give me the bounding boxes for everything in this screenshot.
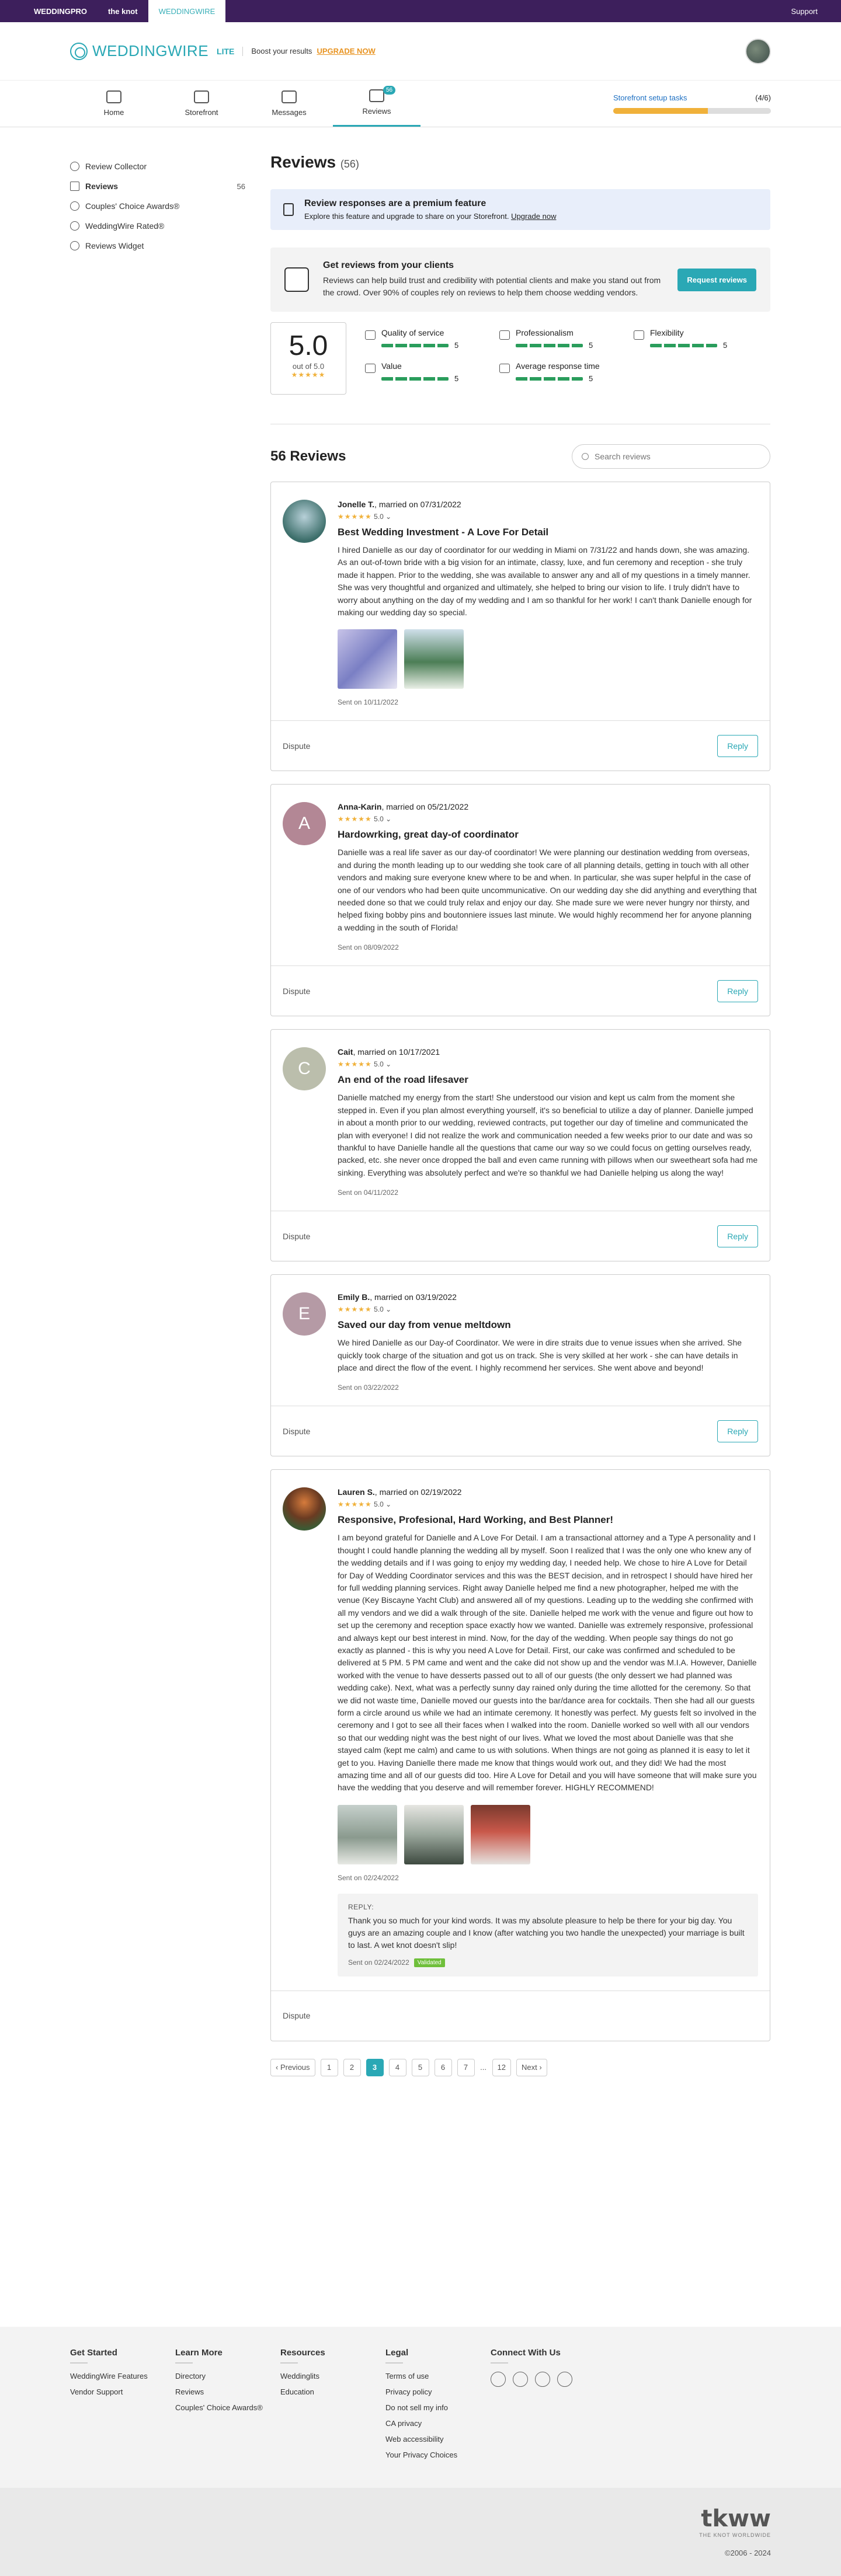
review-title: Best Wedding Investment - A Love For Detail (338, 527, 549, 538)
review-photo[interactable] (338, 629, 397, 689)
dispute-link[interactable]: Dispute (283, 741, 311, 751)
boost-text: Boost your results (251, 47, 312, 55)
sidebar-item-label: Couples' Choice Awards® (85, 201, 180, 211)
footer-link[interactable]: Couples' Choice Awards® (175, 2403, 263, 2412)
pagination (270, 2059, 770, 2076)
nav-messages[interactable] (245, 80, 333, 127)
account-avatar[interactable] (745, 39, 771, 64)
review-photo[interactable] (404, 629, 464, 689)
married-date: married on 02/19/2022 (379, 1487, 462, 1497)
request-reviews-button[interactable]: Request reviews (677, 269, 756, 291)
overall-stars: ★★★★★ (291, 371, 326, 379)
dispute-link[interactable]: Dispute (283, 1426, 311, 1436)
footer-link[interactable]: Web accessibility (385, 2435, 444, 2443)
star-icon (369, 89, 384, 102)
x-twitter-icon[interactable] (513, 2372, 528, 2387)
footer-col-resources (280, 2348, 385, 2488)
category-bar (516, 377, 583, 381)
star-rating: ★★★★★ (338, 513, 372, 521)
footer-link[interactable]: Education (280, 2387, 314, 2396)
search-box[interactable] (572, 444, 770, 469)
review-photo[interactable] (404, 1805, 464, 1864)
premium-title: Review responses are a premium feature (304, 198, 486, 208)
category-score: 5 (454, 341, 459, 350)
sidebar-item-weddingwire-rated[interactable] (70, 216, 245, 236)
review-photos (338, 629, 758, 689)
brand-the-knot[interactable]: the knot (108, 6, 138, 16)
page-button[interactable]: 7 (457, 2059, 475, 2076)
page-button[interactable]: 4 (389, 2059, 406, 2076)
reply-button[interactable]: Reply (717, 1225, 758, 1247)
page-title (270, 153, 770, 172)
footer-heading: Resources (280, 2348, 325, 2358)
search-icon (582, 453, 589, 460)
sidebar-item-label: Reviews (85, 182, 119, 191)
sidebar-item-label: Review Collector (85, 162, 147, 171)
nav-home[interactable] (70, 80, 158, 127)
get-reviews-title: Get reviews from your clients (323, 260, 454, 270)
brand-bar (0, 0, 841, 22)
footer-link[interactable]: CA privacy (385, 2419, 422, 2428)
facebook-icon[interactable] (491, 2372, 506, 2387)
star-rating: ★★★★★ (338, 1305, 372, 1314)
tkww-logo[interactable]: tkww (701, 2505, 771, 2532)
support-link[interactable]: Support (791, 6, 818, 16)
overall-score: 5.0 (289, 330, 328, 361)
page-title-count: (56) (340, 158, 359, 170)
reviews-list-header (270, 424, 770, 469)
sidebar-item-reviews[interactable] (70, 176, 245, 196)
reply-button[interactable]: Reply (717, 735, 758, 757)
review-card: E Emily B., married on 03/19/2022 ★★★★★ 5.0 ⌄ Saved our day from venue meltdown We hired Danielle as our Day-of Coordinator. We were in dire straits due to venue issues when she arrived. She quickly took charge of the situation and got us on track. She is very skilled at her work - she can have details in place and direct the flow of the event. I highly recommend her services. She went above and beyond! Sent on 03/22/2022 Dispute Reply (270, 1274, 770, 1456)
rating-value: 5.0 (374, 513, 384, 521)
category-flexibility (634, 328, 750, 350)
upgrade-now-inline-link[interactable]: Upgrade now (511, 212, 557, 221)
footer-link[interactable]: Do not sell my info (385, 2403, 448, 2412)
widget-icon (70, 241, 79, 250)
rated-icon (70, 221, 79, 231)
nav-home-label: Home (103, 107, 124, 117)
next-label: Next (522, 2063, 537, 2072)
quality-icon (365, 330, 376, 340)
setup-tasks-count: (4/6) (755, 93, 771, 102)
rating-value: 5.0 (374, 1500, 384, 1509)
plan-label: LITE (217, 47, 243, 56)
footer-col-connect (491, 2348, 596, 2488)
category-score: 5 (454, 374, 459, 383)
footer-link[interactable]: WeddingWire Features (70, 2372, 148, 2380)
footer-heading: Legal (385, 2348, 409, 2358)
star-rating: ★★★★★ (338, 815, 372, 824)
weddingwire-logo[interactable] (70, 42, 208, 60)
company-block (699, 2505, 771, 2557)
reply-button[interactable]: Reply (717, 980, 758, 1002)
nav-reviews-label: Reviews (362, 107, 391, 116)
reviewer-avatar: E (283, 1292, 326, 1336)
review-card: Lauren S., married on 02/19/2022 ★★★★★ 5.0 ⌄ Responsive, Profesional, Hard Working, and Best Planner! I am beyond grateful for Danielle and A Love For Detail. I am a transactional attorney and a Type A personality and I thought I could handle planning the wedding all by myself. Soon I realized that I was the only one who knew any of the wedding details and if I was going to enjoy my wedding day, I needed help. We chose to hire A Love for Detail for Day of Wedding Coordinator services and this was the BEST decision, and in retrospect I should have hired her for full wedding planning services. Right away Danielle helped me find a new photographer, helped me with the venue (Key Biscayne Yacht Club) and answered all of my questions. Leading up to the wedding she confirmed with all my vendors and we did a walk through of the site. Danielle helped me work with the venue and figure out how to set up the ceremony and reception space exactly how we wanted. Danielle was extremely responsive, professional and always kept our best interest in mind. Now, for the day of the wedding. When people say things do not go exactly as planned - this is why you need A Love for Detail. First, our cake was confirmed and scheduled to be delivered at 5 PM. 5 PM came and went and the cake did not show up and the vendor was M.I.A. However, Danielle worked with the venue to have desserts passed out to all of our guests (the only dessert we had planned was wedding cake). Next, what was a perfectly sunny day rained only during the time allotted for the ceremony. So that we did not waste time, Danielle moved our guests into the bar/dance area for cocktails. Then she had all our guests form a circle around us while we had an intimate ceremony. It honestly was perfect. My guests felt so involved in the ceremony and I got to see all their faces when I walked into the room. Danielle worked so well with all our vendors so that our wedding night was the best night of our lives. What we loved the most about Danielle was that she stayed calm (kept me calm) and came to us with solutions. When things are not going as planned it is easy to let it get to you. Having Danielle there made me know that things would work out, and they did! We had the most amazing time and all of our guests did too. Hire A Love for Detail and you will have someone that will make sure you have the wedding that you deserve and will remember forever. HIGHLY RECOMMEND! Sent on 02/24/2022 REPLY: Thank you so much for your kind words. It was my absolute pleasure to help be there for your big day. You guys are an amazing couple and I know (after watching you two handle the unexpected) your marriage is built to last. A wet knot doesn't slip! Sent on 02/24/2022 Validated Dispute (270, 1469, 770, 2041)
sidebar-item-label: Reviews Widget (85, 241, 144, 250)
premium-feature-banner (270, 189, 770, 230)
rating-value: 5.0 (374, 1305, 384, 1314)
award-icon (70, 201, 79, 211)
page-button-last[interactable]: 12 (492, 2059, 511, 2076)
previous-label: Previous (280, 2063, 310, 2072)
previous-page-button[interactable]: ‹ Previous (270, 2059, 315, 2076)
review-title: An end of the road lifesaver (338, 1074, 468, 1086)
review-title: Responsive, Profesional, Hard Working, and Best Planner! (338, 1514, 614, 1526)
review-sent-date: Sent on 02/24/2022 (338, 1873, 399, 1882)
star-rating: ★★★★★ (338, 1060, 372, 1069)
review-request-icon (284, 267, 309, 292)
get-reviews-banner (270, 248, 770, 312)
vendor-reply (338, 1894, 758, 1977)
page-button[interactable]: 5 (412, 2059, 429, 2076)
rating-value: 5.0 (374, 1060, 384, 1069)
rating-summary (270, 322, 770, 395)
premium-text: Explore this feature and upgrade to share on your Storefront. (304, 212, 509, 221)
flexibility-icon (634, 330, 644, 340)
review-title: Hardowrking, great day-of coordinator (338, 829, 519, 841)
gear-icon (70, 162, 79, 171)
category-bar (381, 377, 449, 381)
lock-icon (283, 203, 294, 216)
review-sent-date: Sent on 08/09/2022 (338, 943, 399, 952)
nav-messages-label: Messages (272, 107, 307, 117)
footer-link[interactable]: Weddinglits (280, 2372, 319, 2380)
category-name: Quality of service (381, 328, 444, 337)
category-value (365, 361, 499, 383)
page-button[interactable]: 2 (343, 2059, 361, 2076)
storefront-icon (194, 90, 209, 103)
reviewer-name: Lauren S. (338, 1487, 375, 1497)
review-text: I hired Danielle as our day of coordinator for our wedding in Miami on 7/31/22 and hands down, she was amazing. As an out-of-town bride with a big vision for an intimate, classy, luxe, and fun ceremony and reception - she truly made it happen. Prior to the wedding, she was available to answer any and all of my questions in a timely manner. She was very thoughtful and organized and ultimately, she helped to bring our vision to life. I truly didn't have to worry about anything on the day of my wedding and I am so thankful for her work! I can't thank Danielle enough for making our wedding day so special. (338, 545, 752, 618)
star-rating: ★★★★★ (338, 1500, 372, 1509)
reviewer-avatar: A (283, 802, 326, 845)
category-professionalism (499, 328, 634, 350)
page-button-current[interactable]: 3 (366, 2059, 384, 2076)
setup-progress-fill (613, 108, 708, 114)
reviews-count-badge: 56 (383, 86, 395, 95)
married-date: married on 07/31/2022 (378, 500, 461, 509)
category-score: 5 (589, 374, 593, 383)
home-icon (106, 90, 121, 103)
review-photos (338, 1805, 758, 1864)
setup-tasks-link[interactable]: Storefront setup tasks (613, 93, 687, 102)
review-text: We hired Danielle as our Day-of Coordinator. We were in dire straits due to venue issues when she arrived. She quickly took charge of the situation and got us on track. She is very skilled at her work - she can have details in place and direct the flow of the event. I highly recommend her services. She went above and beyond! (338, 1338, 742, 1372)
site-footer (0, 2327, 841, 2488)
setup-progress-bar (613, 108, 771, 114)
chevron-down-icon[interactable]: ⌄ (385, 1305, 392, 1314)
chevron-down-icon[interactable]: ⌄ (385, 1500, 392, 1509)
response-time-icon (499, 364, 510, 373)
review-text: Danielle matched my energy from the start! She understood our vision and kept us calm from the moment she stepped in. Even if you plan almost everything yourself, it's so beneficial to utilize a day of planner. Danielle jumped in about a month prior to our wedding, reviewed contracts, put together our day of timeline and communicated the plan with everyone! I did not realize the work and communication needed a few weeks prior to our date and was so thankful to have Danielle handle all the questions that came our way so we could focus on getting ourselves ready, packed, etc. she never once dropped the ball and even came running with pillows when our sweetheart sofa had me sinking. Everything was absolutely perfect and we're so thankful we had Danielle helping us along the way! (338, 1093, 758, 1177)
reviews-sidebar (70, 156, 245, 256)
reviews-main (270, 153, 770, 2076)
dispute-link[interactable]: Dispute (283, 986, 311, 996)
nav-storefront-label: Storefront (185, 107, 218, 117)
footer-col-legal (385, 2348, 491, 2488)
value-icon (365, 364, 376, 373)
dispute-link[interactable]: Dispute (283, 1231, 311, 1241)
review-photo[interactable] (471, 1805, 530, 1864)
overall-of: out of 5.0 (292, 362, 325, 371)
footer-col-get-started (70, 2348, 175, 2488)
rating-categories (365, 322, 750, 383)
search-input[interactable] (595, 452, 758, 461)
footer-link[interactable]: Directory (175, 2372, 206, 2380)
footer-heading: Connect With Us (491, 2348, 561, 2358)
footer-col-learn-more (175, 2348, 280, 2488)
reviewer-name: Anna-Karin (338, 802, 382, 812)
tkww-sub: THE KNOT WORLDWIDE (699, 2532, 771, 2538)
dispute-link[interactable]: Dispute (283, 2011, 311, 2021)
category-name: Average response time (516, 361, 600, 371)
footer-link[interactable]: Your Privacy Choices (385, 2450, 458, 2459)
category-bar (650, 344, 717, 347)
sidebar-item-couples-choice[interactable] (70, 196, 245, 216)
brand-weddingpro[interactable]: WEDDINGPRO (34, 6, 87, 16)
page-title-text: Reviews (270, 153, 336, 171)
copyright-bar (0, 2488, 841, 2576)
main-nav (0, 81, 841, 127)
sidebar-item-label: WeddingWire Rated® (85, 221, 165, 231)
married-date: married on 05/21/2022 (386, 802, 469, 812)
category-bar (516, 344, 583, 347)
sidebar-item-review-collector[interactable] (70, 156, 245, 176)
reviewer-name: Jonelle T. (338, 500, 375, 509)
category-name: Flexibility (650, 328, 684, 337)
nav-storefront[interactable] (158, 80, 245, 127)
validated-badge: Validated (414, 1958, 445, 1967)
get-reviews-text: Reviews can help build trust and credibility with potential clients and make you stand out from the crowd. Over 90% of couples rely on reviews to help them choose wedding vendors. (323, 276, 661, 297)
review-sent-date: Sent on 04/11/2022 (338, 1188, 398, 1197)
review-card: C Cait, married on 10/17/2021 ★★★★★ 5.0 ⌄ An end of the road lifesaver Danielle matched my energy from the start! She understood our vision and kept us calm from the moment she stepped in. Even if you plan almost everything yourself, it's so beneficial to utilize a day of planner. Danielle jumped in about a month prior to our wedding, reviewed contracts, put together our day of timeline and communicated the plan with everyone! I did not realize the work and communication needed a few weeks prior to our date and was so thankful to have Danielle handle all the questions that came our way so we could focus on getting ourselves ready, packed, etc. she never once dropped the ball and even came running with pillows when our sweetheart sofa had me sinking. Everything was absolutely perfect and we're so thankful we had Danielle helping us along the way! Sent on 04/11/2022 Dispute Reply (270, 1029, 770, 1261)
logo-text: WEDDINGWIRE (92, 42, 209, 60)
page-button[interactable]: 1 (321, 2059, 338, 2076)
married-date: married on 03/19/2022 (374, 1292, 457, 1302)
category-name: Professionalism (516, 328, 574, 337)
sidebar-item-count: 56 (237, 182, 245, 191)
reviewer-name: Cait (338, 1047, 353, 1057)
chevron-down-icon[interactable]: ⌄ (385, 513, 392, 521)
app-header (0, 22, 841, 81)
category-name: Value (381, 361, 402, 371)
rating-value: 5.0 (374, 815, 384, 824)
upgrade-now-link[interactable]: UPGRADE NOW (317, 47, 376, 55)
chevron-down-icon[interactable]: ⌄ (385, 815, 392, 824)
footer-link[interactable]: Privacy policy (385, 2387, 432, 2396)
nav-reviews[interactable] (333, 80, 420, 127)
category-score: 5 (589, 341, 593, 350)
pagination-ellipsis: ... (480, 2063, 486, 2072)
footer-heading: Get Started (70, 2348, 117, 2358)
reviewer-avatar (283, 1487, 326, 1531)
reviewer-avatar: C (283, 1047, 326, 1090)
footer-link[interactable]: Vendor Support (70, 2387, 123, 2396)
reply-text: Thank you so much for your kind words. It was my absolute pleasure to help be there for your big day. You guys are an amazing couple and I know (after watching you two handle the unexpected) your marriage is built to last. A wet knot doesn't slip! (348, 1915, 745, 1950)
chevron-down-icon[interactable]: ⌄ (385, 1060, 392, 1069)
reviewer-name: Emily B. (338, 1292, 370, 1302)
review-sent-date: Sent on 03/22/2022 (338, 1383, 399, 1392)
copyright-text: ©2006 - 2024 (725, 2549, 771, 2557)
reviews-list-title: 56 Reviews (270, 448, 346, 464)
reply-sent-date: Sent on 02/24/2022 (348, 1958, 409, 1967)
reviews-icon (70, 182, 79, 191)
category-bar (381, 344, 449, 347)
review-text: Danielle was a real life saver as our day-of coordinator! We were planning our destination wedding from overseas, and during the month leading up to our wedding she took care of all planning details, getting in touch with all other vendors and making sure everyone knew where to be and when. In particular, she was super helpful in the case of one of our vendors who had been quite uncommunicative. On our wedding day she did anything and everything that needed done so that we could truly relax and enjoy our day. She made sure we were never hungry nor thirsty, and helped fixing bobby pins and boutonniere issues last minute. We would highly recommend her for anyone planning a wedding in the south of Florida! (338, 848, 757, 932)
next-page-button[interactable]: Next › (516, 2059, 547, 2076)
professionalism-icon (499, 330, 510, 340)
brand-weddingwire[interactable]: WEDDINGWIRE (148, 0, 226, 22)
reviewer-avatar (283, 500, 326, 543)
pinterest-icon[interactable] (535, 2372, 550, 2387)
category-quality (365, 328, 499, 350)
review-photo[interactable] (338, 1805, 397, 1864)
review-text: I am beyond grateful for Danielle and A Love For Detail. I am a transactional attorney and a Type A personality and I thought I could handle planning the wedding all by myself. Soon I realized that I was the only one who knew any of the wedding details and if I was going to enjoy my wedding day, I needed help. We chose to hire A Love for Detail for Day of Wedding Coordinator services and this was the BEST decision, and in retrospect I should have hired her for full wedding planning services. Right away Danielle helped me find a new photographer, helped me with the venue (Key Biscayne Yacht Club) and answered all of my questions. Leading up to the wedding she confirmed with all my vendors and we did a walk through of the site. Danielle helped me work with the venue and figure out how to set up the ceremony and reception space exactly how we wanted. Danielle was extremely responsive, professional and always kept our best interest in mind. Now, for the day of the wedding. When people say things do not go exactly as planned - this is why you need A Love for Detail. First, our cake was confirmed and scheduled to be delivered at 5 PM. 5 PM came and went and the cake did not show up and the vendor was M.I.A. However, Danielle worked with the venue to have desserts passed out to all of our guests (the only dessert we had planned was wedding cake). Next, what was a perfectly sunny day rained only during the time allotted for the ceremony. So that we did not waste time, Danielle moved our guests into the bar/dance area for cocktails. Then she had all our guests form a circle around us while we had an intimate ceremony. It honestly was perfect. My guests felt so involved in the ceremony and I got to see all their faces when I walked into the room. Danielle worked so well with all our vendors so that our wedding night was the best night of our lives. What we loved the most about Danielle was that she stayed calm (kept me calm) and came to us with solutions. When things are not going as planned it is easy to let it get to you. Having Danielle there made me know that things would work out, and they did! We had the most amazing time and all of our guests did too. Hire A Love for Detail and you will have someone that will make sure you have the wedding that you deserve and will remember forever. HIGHLY RECOMMEND! (338, 1533, 757, 1793)
category-response-time (499, 361, 634, 383)
married-date: married on 10/17/2021 (357, 1047, 440, 1057)
footer-link[interactable]: Terms of use (385, 2372, 429, 2380)
review-sent-date: Sent on 10/11/2022 (338, 698, 398, 707)
review-card: Jonelle T., married on 07/31/2022 ★★★★★ 5.0 ⌄ Best Wedding Investment - A Love For Detail I hired Danielle as our day of coordinator for our wedding in Miami on 7/31/22 and hands down, she was amazing. As an out-of-town bride with a big vision for an intimate, classy, luxe, and fun ceremony and reception - she truly made it happen. Prior to the wedding, she was available to answer any and all of my questions in a timely manner. She was very thoughtful and organized and ultimately, she helped to bring our vision to life. I truly didn't have to worry about anything on the day of my wedding and I am so thankful for her work! I can't thank Danielle enough for making our wedding day so special. Sent on 10/11/2022 Dispute Reply (270, 482, 770, 771)
envelope-icon (282, 90, 297, 103)
page-button[interactable]: 6 (435, 2059, 452, 2076)
logo-icon (70, 43, 88, 60)
footer-heading: Learn More (175, 2348, 223, 2358)
review-card: A Anna-Karin, married on 05/21/2022 ★★★★★ 5.0 ⌄ Hardowrking, great day-of coordinator Danielle was a real life saver as our day-of coordinator! We were planning our destination wedding from overseas, and during the month leading up to our wedding she took care of all planning details, getting in touch with all other vendors and making sure everyone knew where to be and when. In particular, she was super helpful in the case of one of our vendors who had been quite uncommunicative. On our wedding day she did anything and everything that needed done so that we could truly relax and enjoy our day. She made sure we were never hungry nor thirsty, and helped fixing bobby pins and boutonniere issues last minute. We would highly recommend her for anyone planning a wedding in the south of Florida! Sent on 08/09/2022 Dispute Reply (270, 784, 770, 1016)
reply-label: REPLY: (348, 1902, 374, 1911)
sidebar-item-reviews-widget[interactable] (70, 236, 245, 256)
instagram-icon[interactable] (557, 2372, 572, 2387)
category-score: 5 (723, 341, 728, 350)
setup-tasks[interactable] (613, 93, 771, 114)
reply-button[interactable]: Reply (717, 1420, 758, 1442)
footer-link[interactable]: Reviews (175, 2387, 204, 2396)
overall-rating (270, 322, 346, 395)
review-title: Saved our day from venue meltdown (338, 1319, 511, 1331)
